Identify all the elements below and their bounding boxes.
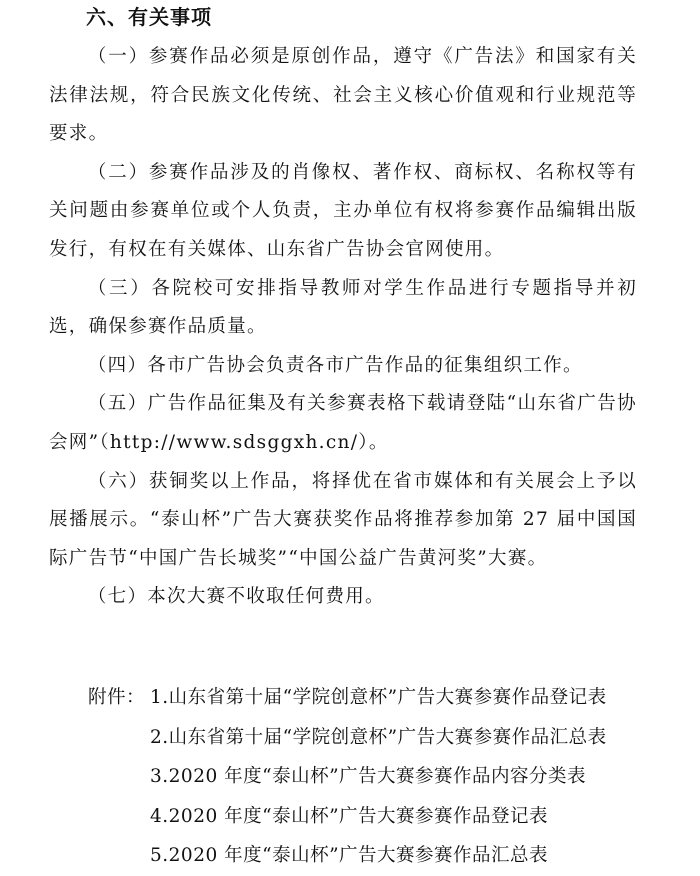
paragraph-5: （五）广告作品征集及有关参赛表格下载请登陆“山东省广告协会网”（http://www.sdsggxh.cn/）。	[49, 393, 637, 453]
paragraph-2: （二）参赛作品涉及的肖像权、著作权、商标权、名称权等有关问题由参赛单位或个人负责，主办单位有权将参赛作品编辑出版发行，有权在有关媒体、山东省广告协会官网使用。	[49, 161, 637, 260]
attachment-item-4: 4.2020 年度“泰山杯”广告大赛参赛作品登记表	[150, 805, 549, 827]
attachment-item-2: 2.山东省第十届“学院创意杯”广告大赛参赛作品汇总表	[150, 726, 607, 748]
attachment-row	[88, 797, 607, 837]
attachment-row	[88, 718, 607, 758]
section-body	[49, 38, 637, 617]
paragraph-4: （四）各市广告协会负责各市广告作品的征集组织工作。	[87, 354, 583, 376]
attachment-label: 附件：	[88, 687, 146, 708]
paragraph-7: （七）本次大赛不收取任何费用。	[87, 586, 385, 608]
paragraph-6: （六）获铜奖以上作品，将择优在省市媒体和有关展会上予以展播展示。“泰山杯”广告大赛获奖作品将推荐参加第 27 届中国国际广告节“中国广告长城奖”“中国公益广告黄河奖”大赛。	[49, 470, 637, 569]
attachment-row	[88, 836, 607, 876]
section-heading: 六、有关事项	[86, 5, 212, 29]
paragraph-1: （一）参赛作品必须是原创作品，遵守《广告法》和国家有关法律法规，符合民族文化传统、社会主义核心价值观和行业规范等要求。	[49, 46, 637, 145]
attachment-item-3: 3.2020 年度“泰山杯”广告大赛参赛作品内容分类表	[150, 766, 587, 788]
attachment-row	[88, 757, 607, 797]
attachment-list	[88, 678, 607, 876]
paragraph-3: （三）各院校可安排指导教师对学生作品进行专题指导并初选，确保参赛作品质量。	[49, 277, 637, 338]
attachment-item-1: 1.山东省第十届“学院创意杯”广告大赛参赛作品登记表	[150, 687, 607, 708]
attachment-row	[88, 678, 607, 718]
attachment-item-5: 5.2020 年度“泰山杯”广告大赛参赛作品汇总表	[150, 845, 549, 867]
